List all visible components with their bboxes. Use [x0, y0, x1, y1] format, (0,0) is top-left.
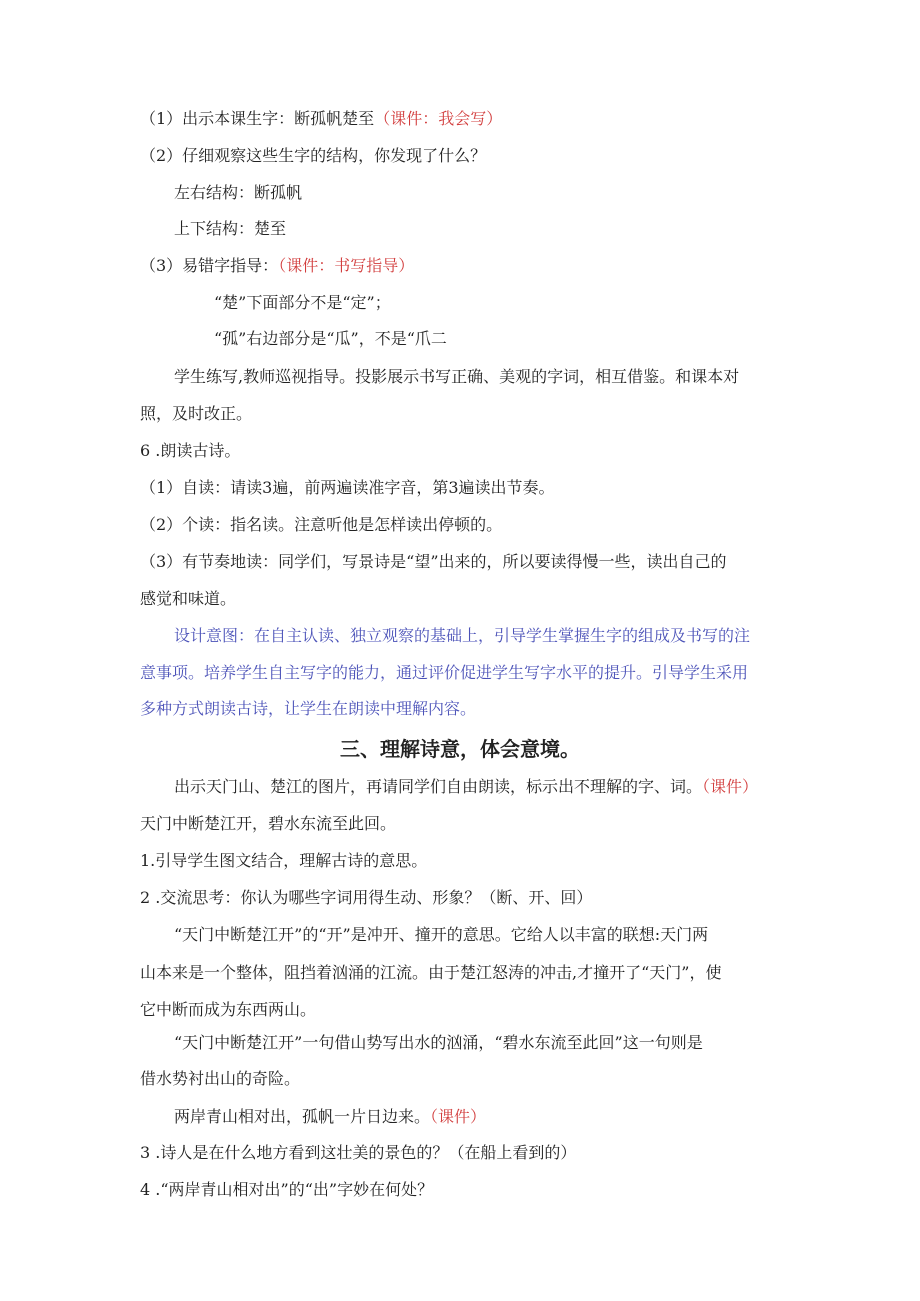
text-line: 上下结构：楚至 — [174, 219, 287, 238]
courseware-note: （课件） — [702, 777, 759, 796]
courseware-note: （课件：我会写） — [374, 109, 503, 128]
text-line: 2 .交流思考：你认为哪些字词用得生动、形象？（断、开、回） — [140, 888, 593, 907]
text-line: “孤”右边部分是“瓜”，不是“爪二 — [214, 329, 447, 348]
text-line: 照，及时改正。 — [140, 404, 253, 423]
text-line: 3 .诗人是在什么地方看到这壮美的景色的？（在船上看到的） — [140, 1143, 577, 1162]
text-line: “天门中断楚江开”的“开”是冲开、撞开的意思。它给人以丰富的联想:天门两 — [174, 925, 709, 944]
section-heading: 三、理解诗意，体会意境。 — [340, 737, 580, 761]
text-line: （3）有节奏地读：同学们，写景诗是“望”出来的，所以要读得慢一些，读出自己的 — [140, 552, 727, 571]
design-intent-line: 意事项。培养学生自主写字的能力，通过评价促进学生写字水平的提升。引导学生采用 — [140, 663, 749, 682]
text-line: （2）个读：指名读。注意听他是怎样读出停顿的。 — [140, 515, 503, 534]
text-span: （3）易错字指导： — [140, 256, 279, 275]
text-line: 借水势衬出山的奇险。 — [140, 1069, 301, 1088]
design-intent-line: 多种方式朗读古诗，让学生在朗读中理解内容。 — [140, 699, 477, 718]
text-line: （2）仔细观察这些生字的结构，你发现了什么？ — [140, 146, 487, 165]
text-line: 1.引导学生图文结合，理解古诗的意思。 — [140, 851, 428, 870]
text-line: 左右结构：断孤帆 — [174, 183, 303, 202]
text-line — [140, 108, 502, 130]
text-line — [174, 776, 758, 798]
text-line: 学生练写,教师巡视指导。投影展示书写正确、美观的字词，相互借鉴。和课本对 — [174, 367, 740, 386]
text-line: “天门中断楚江开”一句借山势写出水的汹涌，“碧水东流至此回”这一句则是 — [174, 1033, 703, 1052]
text-line: 4 .“两岸青山相对出”的“出”字妙在何处？ — [140, 1180, 434, 1199]
text-line — [140, 255, 414, 277]
text-line — [174, 1106, 486, 1128]
courseware-note: （课件） — [430, 1107, 487, 1126]
text-span: 两岸青山相对出，孤帆一片日边来。 — [174, 1107, 431, 1126]
text-line: 它中断而成为东西两山。 — [140, 1000, 317, 1019]
design-intent-line: 设计意图：在自主认读、独立观察的基础上，引导学生掌握生字的组成及书写的注 — [174, 626, 751, 645]
text-line: 感觉和味道。 — [140, 589, 237, 608]
text-line: “楚”下面部分不是“定”； — [214, 293, 391, 312]
text-line: 山本来是一个整体，阻挡着汹涌的江流。由于楚江怒涛的冲击,才撞开了“天门”，使 — [140, 963, 722, 982]
text-span: 出示天门山、楚江的图片，再请同学们自由朗读，标示出不理解的字、词。 — [174, 777, 703, 796]
text-line: 6 .朗读古诗。 — [140, 441, 241, 460]
text-line: 天门中断楚江开，碧水东流至此回。 — [140, 814, 397, 833]
text-span: （1）出示本课生字：断孤帆楚至 — [140, 109, 375, 128]
text-line: （1）自读：请读3遍，前两遍读准字音，第3遍读出节奏。 — [140, 478, 555, 497]
courseware-note: （课件：书写指导） — [278, 256, 415, 275]
